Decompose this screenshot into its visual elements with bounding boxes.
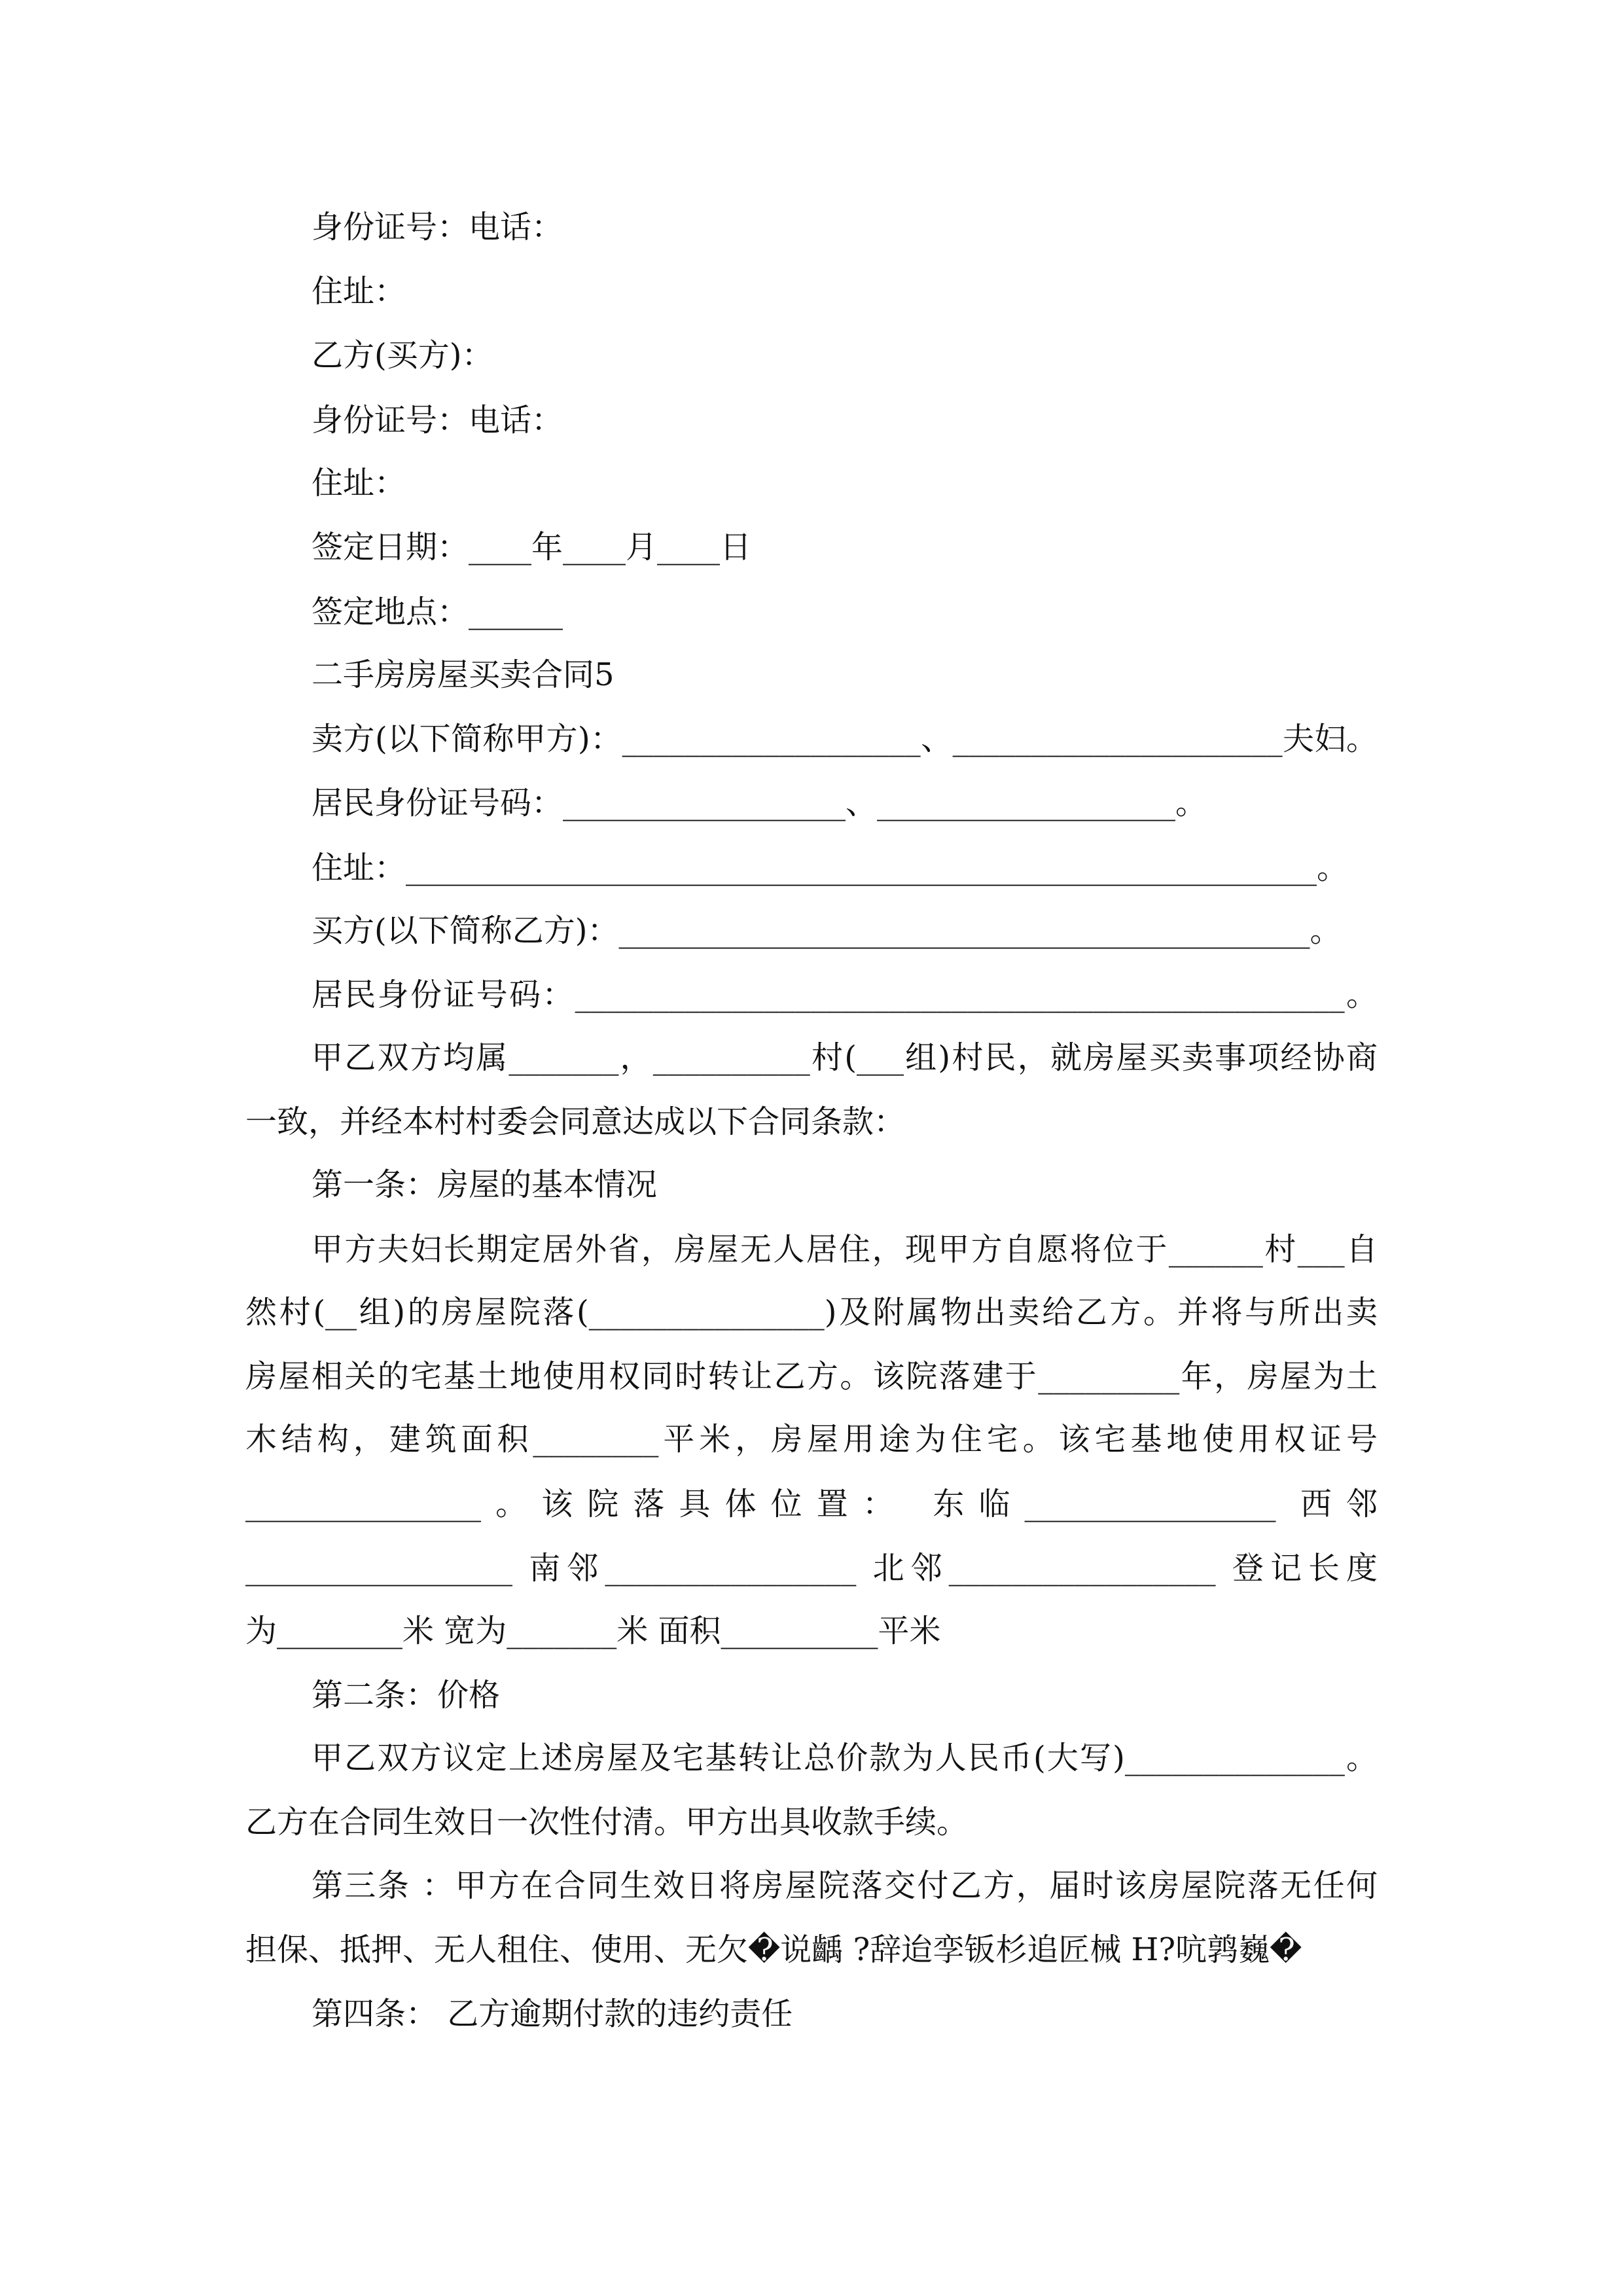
seller-line: 卖方(以下简称甲方)：___________________、_____________________夫妇。 [312,721,1378,757]
contract-title: 二手房房屋买卖合同5 [312,656,615,693]
paragraph-line: 为________米 宽为_______米 面积__________平米 [245,1613,941,1649]
article-3-line: 第三条 ：甲方在合同生效日将房屋院落交付乙方，届时该房屋院落无任何 [312,1867,1378,1904]
seller-id-phone-line: 身份证号：电话： [312,209,563,245]
seller-id-line: 居民身份证号码：__________________、___________________。 [312,785,1207,821]
buyer-line: 买方(以下简称乙方)：____________________________________________。 [312,912,1342,949]
seller-address-blank-line: 住址：__________________________________________________________。 [312,850,1349,886]
paragraph-line: 甲方夫妇长期定居外省，房屋无人居住，现甲方自愿将位于______村___自 [312,1231,1378,1268]
buyer-label-line: 乙方(买方)： [312,337,493,374]
paragraph-line: 乙方在合同生效日一次性付清。甲方出具收款手续。 [245,1804,969,1840]
article-2-heading: 第二条：价格 [312,1677,501,1713]
paragraph-line: 甲乙双方均属_______，__________村(___组)村民，就房屋买卖事项经协商 [312,1039,1378,1076]
paragraph-line: _________________ 南邻________________ 北邻_________________ 登记长度 [245,1550,1378,1587]
article-4-heading: 第四条： 乙方逾期付款的违约责任 [312,1996,793,2032]
paragraph-line: 一致，并经本村村委会同意达成以下合同条款： [245,1103,906,1140]
paragraph-line: 房屋相关的宅基土地使用权同时转让乙方。该院落建于_________年，房屋为土 [245,1358,1378,1395]
buyer-id-line: 居民身份证号码：_________________________________________________。 [312,977,1378,1013]
article-1-heading: 第一条：房屋的基本情况 [312,1166,658,1203]
paragraph-line: _______________。该院落具体位置： 东临________________ 西邻 [245,1486,1378,1522]
paragraph-line: 甲乙双方议定上述房屋及宅基转让总价款为人民币(大写)______________。 [312,1740,1378,1776]
buyer-id-phone-line: 身份证号：电话： [312,402,563,439]
buyer-address-line: 住址： [312,465,406,501]
signing-date-line: 签定日期：____年____月____日 [312,529,752,565]
signing-place-line: 签定地点：______ [312,594,563,630]
paragraph-line: 然村(__组)的房屋院落(_______________)及附属物出卖给乙方。并将与所出卖 [245,1294,1378,1331]
paragraph-line: 担保、抵押、无人租住、使用、无欠�说齲 ?辞迨孪钣杉追匠械 H?吭鹑巍� [245,1931,1302,1968]
paragraph-line: 木结构，建筑面积________平米，房屋用途为住宅。该宅基地使用权证号 [245,1421,1378,1458]
seller-address-line: 住址： [312,273,406,310]
